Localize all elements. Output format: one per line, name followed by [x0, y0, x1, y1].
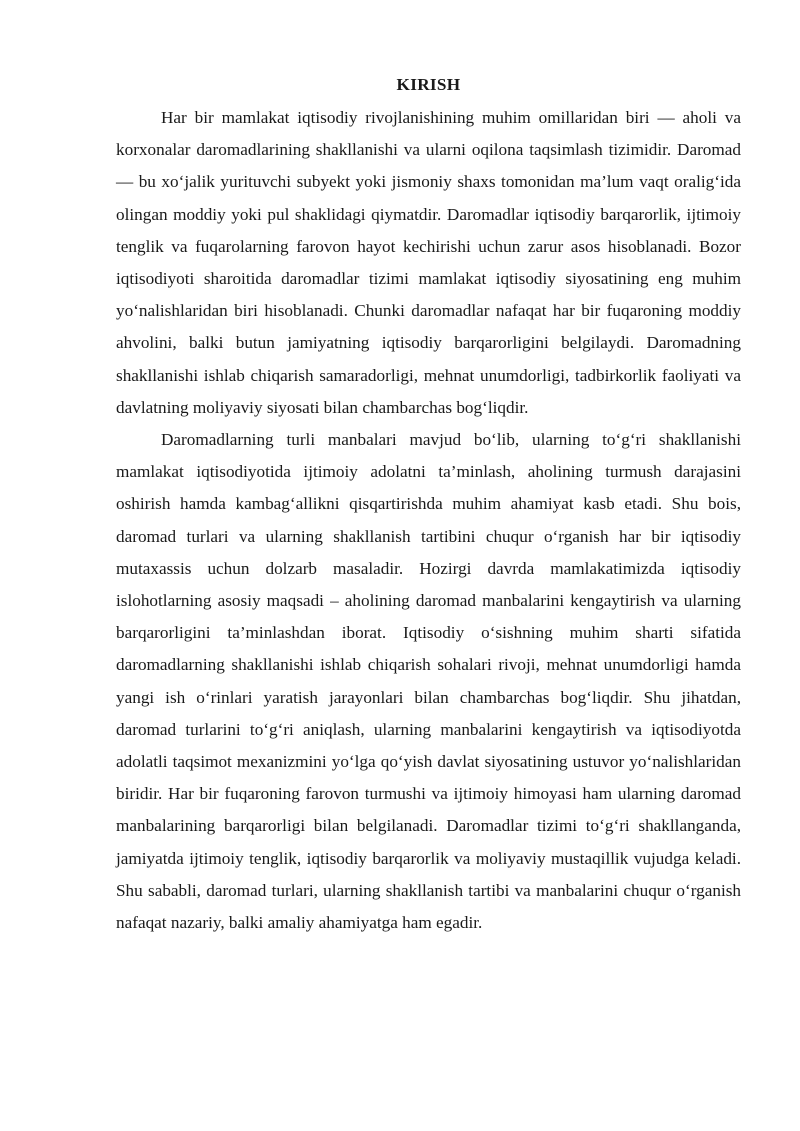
paragraph-1: Har bir mamlakat iqtisodiy rivojlanishining muhim omillaridan biri — aholi va korxonalar daromadlarining shakllanishi va ularni oqilona taqsimlash tizimidir. Daromad — bu xo‘jalik yurituvchi subyekt yoki jismoniy shaxs tomonidan ma’lum vaqt oralig‘ida olingan moddiy yoki pul shaklidagi qiymatdir. Daromadlar iqtisodiy barqarorlik, ijtimoiy tenglik va fuqarolarning farovon hayot kechirishi uchun zarur asos hisoblanadi. Bozor iqtisodiyoti sharoitida daromadlar tizimi mamlakat iqtisodiy siyosatining eng muhim yo‘nalishlaridan biri hisoblanadi. Chunki daromadlar nafaqat har bir fuqaroning moddiy ahvolini, balki butun jamiyatning iqtisodiy barqarorligini belgilaydi. Daromadning shakllanishi ishlab chiqarish samaradorligi, mehnat unumdorligi, tadbirkorlik faoliyati va davlatning moliyaviy siyosati bilan chambarchas bog‘liqdir.: [116, 108, 741, 417]
paragraph-2: Daromadlarning turli manbalari mavjud bo‘lib, ularning to‘g‘ri shakllanishi mamlakat iqtisodiyotida ijtimoiy adolatni ta’minlash, aholining turmush darajasini oshirish hamda kambag‘allikni qisqartirishda muhim ahamiyat kasb etadi. Shu bois, daromad turlari va ularning shakllanish tartibini chuqur o‘rganish har bir iqtisodiy mutaxassis uchun dolzarb masaladir. Hozirgi davrda mamlakatimizda iqtisodiy islohotlarning asosiy maqsadi – aholining daromad manbalarini kengaytirish va ularning barqarorligini ta’minlashdan iborat. Iqtisodiy o‘sishning muhim sharti sifatida daromadlarning shakllanishi ishlab chiqarish sohalari rivoji, mehnat unumdorligi hamda yangi ish o‘rinlari yaratish jarayonlari bilan chambarchas bog‘liqdir. Shu jihatdan, daromad turlarini to‘g‘ri aniqlash, ularning manbalarini kengaytirish va iqtisodiyotda adolatli taqsimot mexanizmini yo‘lga qo‘yish davlat siyosatining ustuvor yo‘nalishlaridan biridir. Har bir fuqaroning farovon turmushi va ijtimoiy himoyasi ham ularning daromad manbalarining barqarorligi bilan belgilanadi. Daromadlar tizimi to‘g‘ri shakllanganda, jamiyatda ijtimoiy tenglik, iqtisodiy barqarorlik va moliyaviy mustaqillik vujudga keladi. Shu sababli, daromad turlari, ularning shakllanish tartibi va manbalarini chuqur o‘rganish nafaqat nazariy, balki amaliy ahamiyatga ham egadir.: [116, 430, 741, 933]
section-title: KIRISH: [396, 75, 461, 94]
document-body: [116, 72, 741, 939]
